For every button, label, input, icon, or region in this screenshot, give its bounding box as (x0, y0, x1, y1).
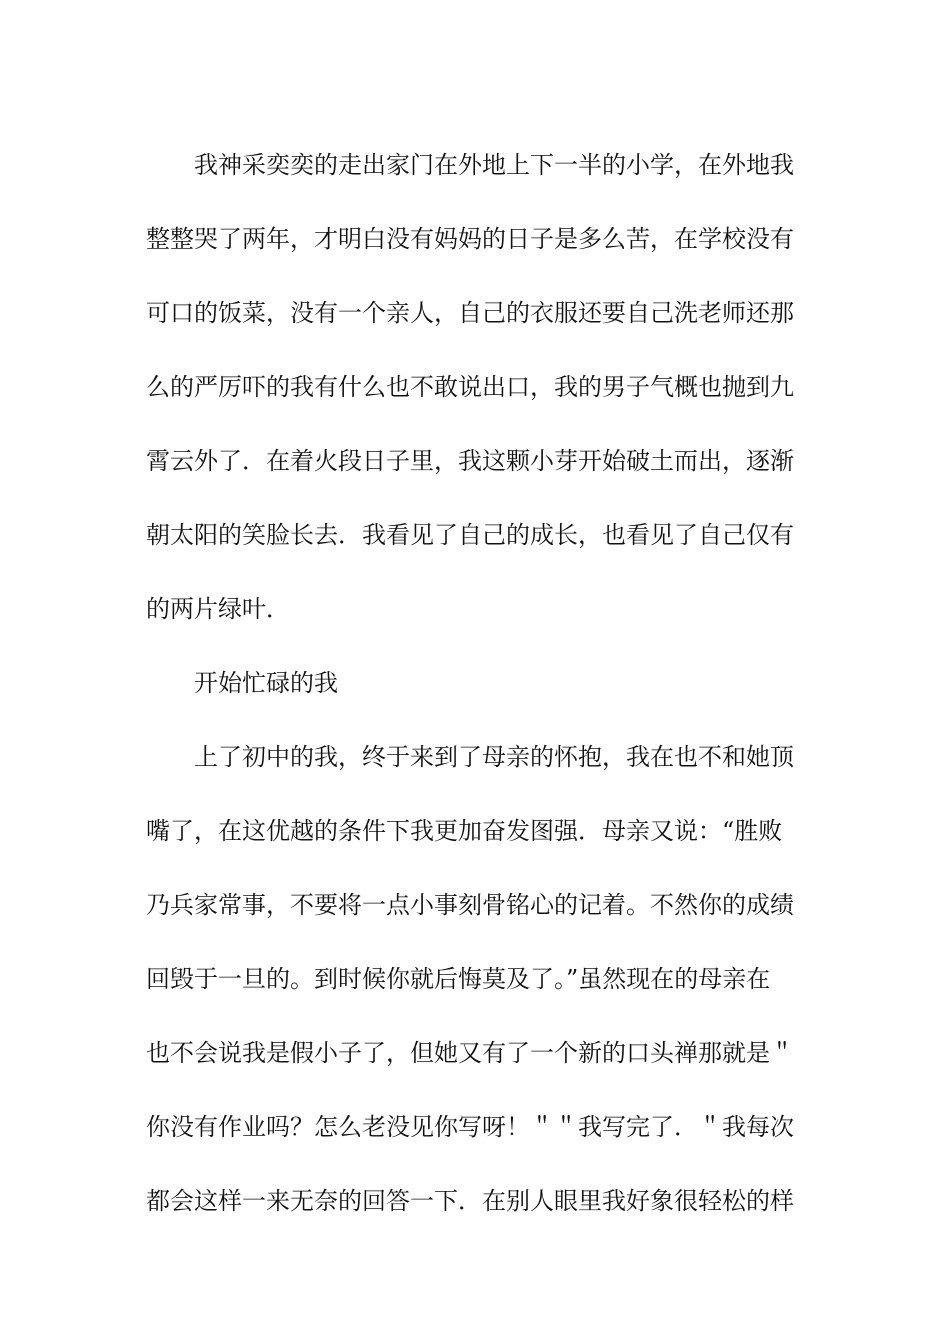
paragraph-line: 整整哭了两年，才明白没有妈妈的日子是多么苦，在学校没有 (146, 225, 794, 253)
paragraph-line: 你没有作业吗？怎么老没见你写呀！＂＂我写完了．＂我每次 (146, 1113, 794, 1141)
paragraph-line: 我神采奕奕的走出家门在外地上下一半的小学，在外地我 (194, 151, 794, 179)
paragraph-line: 朝太阳的笑脸长去．我看见了自己的成长，也看见了自己仅有 (146, 521, 794, 549)
paragraph-line: 上了初中的我，终于来到了母亲的怀抱，我在也不和她顶 (194, 743, 794, 771)
paragraph-line: 也不会说我是假小子了，但她又有了一个新的口头禅那就是＂ (146, 1039, 794, 1067)
paragraph-line: 的两片绿叶． (146, 595, 290, 623)
paragraph-line: 都会这样一来无奈的回答一下．在别人眼里我好象很轻松的样 (146, 1187, 794, 1215)
section-heading: 开始忙碌的我 (194, 669, 338, 697)
paragraph-line: 么的严厉吓的我有什么也不敢说出口，我的男子气概也抛到九 (146, 373, 794, 401)
document-body (146, 128, 806, 1238)
paragraph-line: 回毁于一旦的。到时候你就后悔莫及了。”虽然现在的母亲在 (146, 965, 771, 993)
paragraph-line: 可口的饭菜，没有一个亲人，自己的衣服还要自己洗老师还那 (146, 299, 794, 327)
paragraph-line: 霄云外了．在着火段日子里，我这颗小芽开始破土而出，逐渐 (146, 447, 794, 475)
paragraph-line: 嘴了，在这优越的条件下我更加奋发图强．母亲又说：“胜败 (146, 817, 783, 845)
paragraph-line: 乃兵家常事，不要将一点小事刻骨铭心的记着。不然你的成绩 (146, 891, 794, 919)
